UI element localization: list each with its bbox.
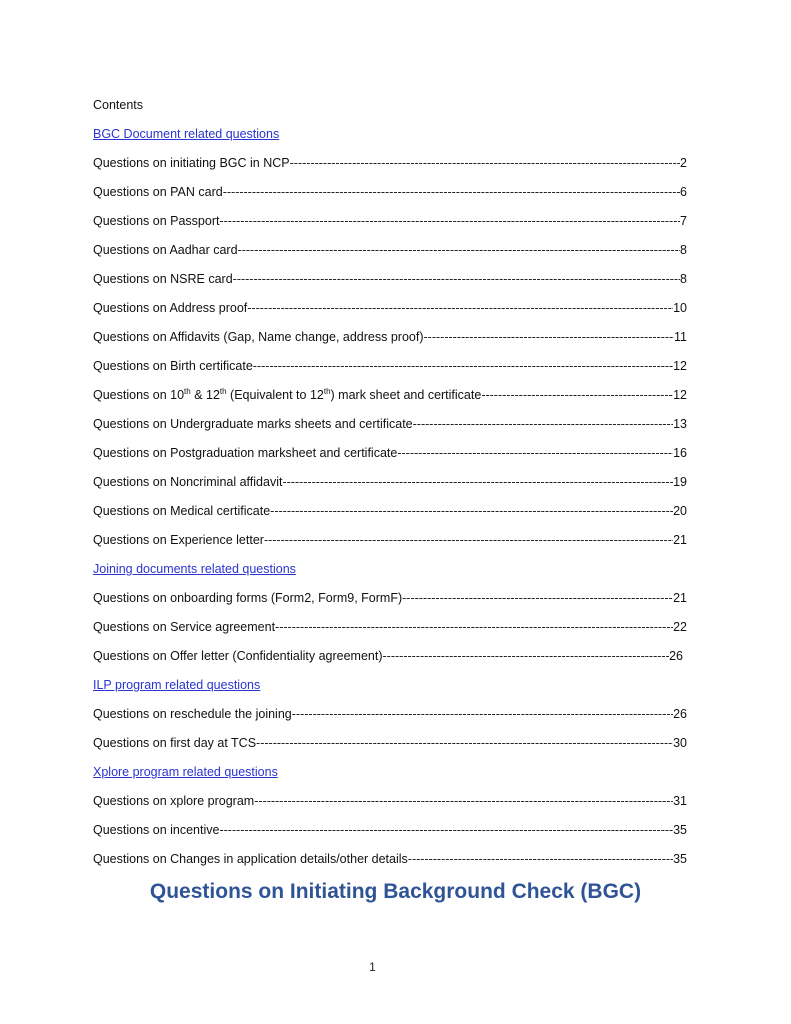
toc-entry[interactable]: Questions on PAN card ----- 6 <box>93 184 687 213</box>
toc-section-link-xplore-program[interactable]: Xplore program related questions <box>93 765 278 779</box>
dot-leader <box>402 590 673 606</box>
toc-entry[interactable]: Questions on onboarding forms (Form2, Form9, FormF) ----- 21 <box>93 590 687 619</box>
dot-leader <box>219 822 673 838</box>
toc-entry[interactable]: Questions on xplore program ----- 31 <box>93 793 687 822</box>
toc-entry[interactable]: Questions on Address proof ----- 10 <box>93 300 687 329</box>
dot-leader <box>270 503 673 519</box>
toc-entry[interactable]: Questions on Undergraduate marks sheets and certificate ----- 13 <box>93 416 687 445</box>
toc-entry[interactable]: Questions on Service agreement ----- 22 <box>93 619 687 648</box>
dot-leader <box>256 735 673 751</box>
dot-leader <box>238 242 681 258</box>
dot-leader <box>253 358 673 374</box>
toc-entry[interactable]: Questions on Passport ----- 7 <box>93 213 687 242</box>
dot-leader <box>223 184 680 200</box>
dot-leader <box>397 445 673 461</box>
toc-entry[interactable]: Questions on first day at TCS ----- 30 <box>93 735 687 764</box>
section-heading: Questions on Initiating Background Check (BGC) <box>149 880 642 903</box>
dot-leader <box>247 300 673 316</box>
toc-entry[interactable]: Questions on Experience letter ----- 21 <box>93 532 687 561</box>
page-number: 1 <box>369 960 376 974</box>
dot-leader <box>219 213 680 229</box>
toc-entry[interactable]: Questions on Aadhar card ----- 8 <box>93 242 687 271</box>
toc-entry[interactable]: Questions on Birth certificate ----- 12 <box>93 358 687 387</box>
table-of-contents <box>93 97 687 880</box>
toc-entry[interactable]: Questions on reschedule the joining ----- 26 <box>93 706 687 735</box>
dot-leader <box>290 155 680 171</box>
toc-entry-label-superscript: Questions on 10th & 12th (Equivalent to 12th) mark sheet and certificate <box>93 387 482 402</box>
toc-entry[interactable]: Questions on Offer letter (Confidentiality agreement) ----- 26 <box>93 648 683 677</box>
dot-leader <box>408 851 673 867</box>
dot-leader <box>413 416 673 432</box>
toc-entry[interactable]: Questions on Postgraduation marksheet and certificate ----- 16 <box>93 445 687 474</box>
toc-entry-marksheets[interactable]: Questions on 10th & 12th (Equivalent to 12th) mark sheet and certificate ----- 12 <box>93 387 687 416</box>
dot-leader <box>254 793 673 809</box>
toc-section-link-joining-documents[interactable]: Joining documents related questions <box>93 562 296 576</box>
toc-entry[interactable]: Questions on NSRE card ----- 8 <box>93 271 687 300</box>
toc-section-link-ilp-program[interactable]: ILP program related questions <box>93 678 261 692</box>
dot-leader <box>275 619 673 635</box>
dot-leader <box>233 271 680 287</box>
dot-leader <box>383 648 670 664</box>
toc-entry[interactable]: Questions on initiating BGC in NCP ----- 2 <box>93 155 687 184</box>
dot-leader <box>282 474 673 490</box>
toc-entry[interactable]: Questions on Noncriminal affidavit ----- 19 <box>93 474 687 503</box>
toc-section-link-bgc-documents[interactable]: BGC Document related questions <box>93 127 280 141</box>
dot-leader <box>424 329 675 345</box>
toc-entry[interactable]: Questions on Medical certificate ----- 20 <box>93 503 687 532</box>
toc-entry[interactable]: Questions on Changes in application details/other details ----- 35 <box>93 851 687 880</box>
toc-entry[interactable]: Questions on incentive ----- 35 <box>93 822 687 851</box>
dot-leader <box>481 387 673 403</box>
dot-leader <box>264 532 673 548</box>
dot-leader <box>292 706 673 722</box>
toc-entry[interactable]: Questions on Affidavits (Gap, Name change, address proof) ----- 11 <box>93 329 687 358</box>
toc-title: Contents <box>93 98 144 112</box>
